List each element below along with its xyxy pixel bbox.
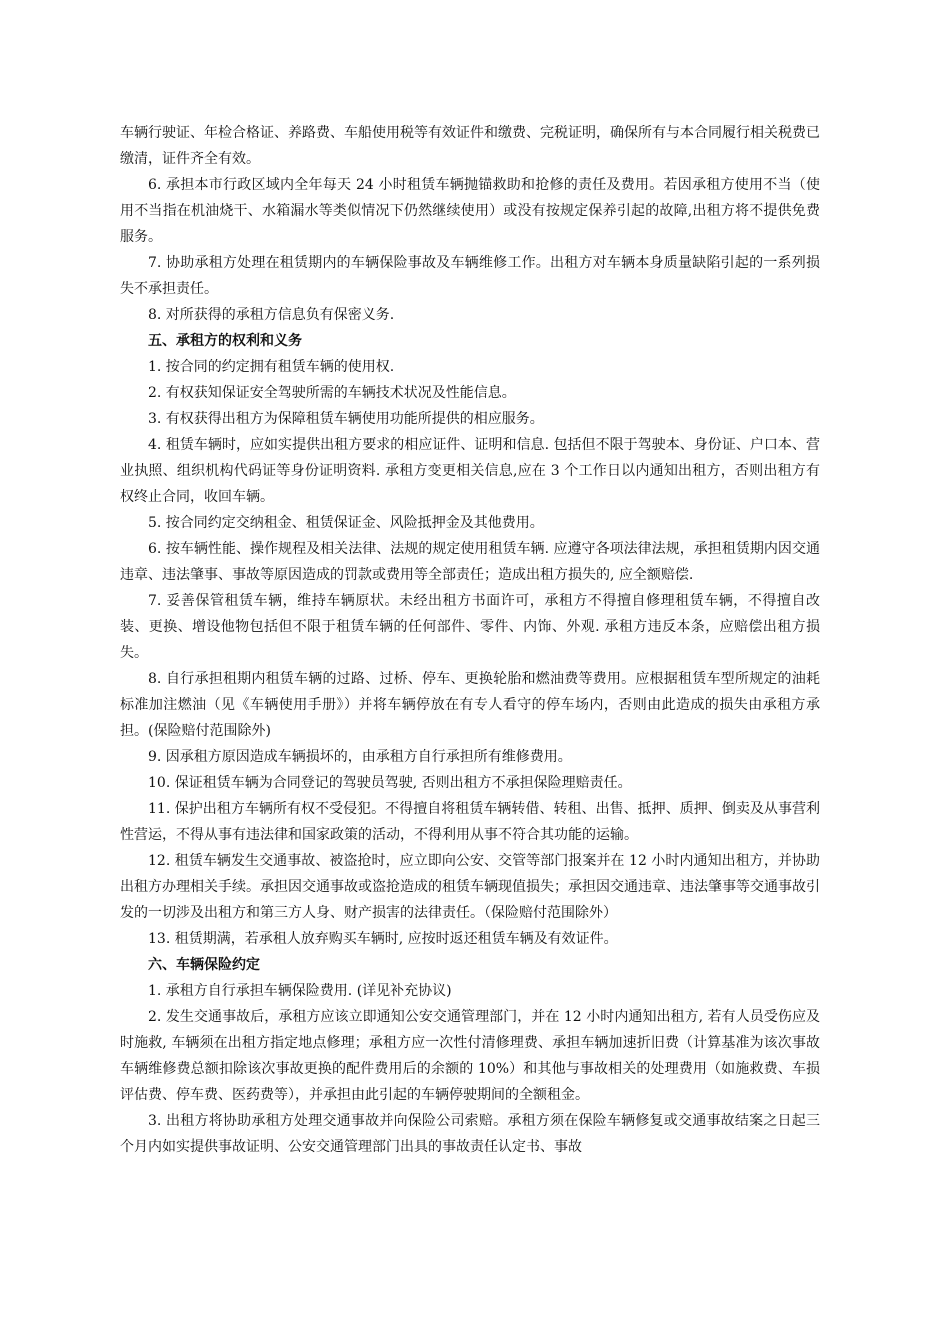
lessee-item-3: 3. 有权获得出租方为保障租赁车辆使用功能所提供的相应服务。 — [148, 411, 544, 427]
insurance-item-1: 1. 承租方自行承担车辆保险费用. (详见补充协议) — [148, 983, 452, 999]
lessee-item-1: 1. 按合同的约定拥有租赁车辆的使用权. — [148, 359, 395, 375]
lessee-item-7: 7. 妥善保管租赁车辆，维持车辆原状。未经出租方书面许可，承租方不得擅自修理租赁车辆，不得擅自改装、更换、增设他物包括但不限于租赁车辆的任何部件、零件、内饰、外观. 承租方违反本条，应赔偿出租方损失。 — [120, 593, 820, 661]
intro-paragraph: 车辆行驶证、年检合格证、养路费、车船使用税等有效证件和缴费、完税证明，确保所有与本合同履行相关税费已缴清，证件齐全有效。 — [120, 125, 820, 167]
document-body — [120, 120, 820, 1160]
lessee-item-8: 8. 自行承担租期内租赁车辆的过路、过桥、停车、更换轮胎和燃油费等费用。应根据租赁车型所规定的油耗标准加注燃油（见《车辆使用手册》）并将车辆停放在有专人看守的停车场内，否则由此造成的损失由承租方承担。(保险赔付范围除外) — [120, 671, 820, 739]
lessor-item-6: 6. 承担本市行政区域内全年每天 24 小时租赁车辆抛锚救助和抢修的责任及费用。若因承租方使用不当（使用不当指在机油烧干、水箱漏水等类似情况下仍然继续使用）或没有按规定保养引起的故障,出租方将不提供免费服务。 — [120, 177, 820, 245]
insurance-item-2: 2. 发生交通事故后，承租方应该立即通知公安交通管理部门，并在 12 小时内通知出租方, 若有人员受伤应及时施救, 车辆须在出租方指定地点修理；承租方应一次性付清修理费、承担车辆加速折旧费（计算基准为该次事故车辆维修费总额扣除该次事故更换的配件费用后的余额的 10%）和其他与事故相关的处理费用（如施救费、车损评估费、停车费、医药费等），并承担由此引起的车辆停驶期间的全额租金。 — [120, 1009, 820, 1103]
lessee-item-9: 9. 因承租方原因造成车辆损坏的，由承租方自行承担所有维修费用。 — [148, 749, 572, 765]
lessee-item-13: 13. 租赁期满，若承租人放弃购买车辆时, 应按时返还租赁车辆及有效证件。 — [148, 931, 618, 947]
lessee-item-6: 6. 按车辆性能、操作规程及相关法律、法规的规定使用租赁车辆. 应遵守各项法律法规，承担租赁期内因交通违章、违法肇事、事故等原因造成的罚款或费用等全部责任；造成出租方损失的, 应全额赔偿. — [120, 541, 820, 583]
lessee-item-5: 5. 按合同约定交纳租金、租赁保证金、风险抵押金及其他费用。 — [148, 515, 544, 531]
lessee-item-4: 4. 租赁车辆时，应如实提供出租方要求的相应证件、证明和信息. 包括但不限于驾驶本、身份证、户口本、营业执照、组织机构代码证等身份证明资料. 承租方变更相关信息,应在 3 个工作日以内通知出租方，否则出租方有权终止合同，收回车辆。 — [120, 437, 820, 505]
lessee-item-2: 2. 有权获知保证安全驾驶所需的车辆技术状况及性能信息。 — [148, 385, 516, 401]
lessee-item-11: 11. 保护出租方车辆所有权不受侵犯。不得擅自将租赁车辆转借、转租、出售、抵押、质押、倒卖及从事营利性营运，不得从事有违法律和国家政策的活动，不得利用从事不符合其功能的运输。 — [120, 801, 820, 843]
lessor-item-7: 7. 协助承租方处理在租赁期内的车辆保险事故及车辆维修工作。出租方对车辆本身质量缺陷引起的一系列损失不承担责任。 — [120, 255, 820, 297]
lessee-item-12: 12. 租赁车辆发生交通事故、被盗抢时，应立即向公安、交管等部门报案并在 12 小时内通知出租方，并协助出租方办理相关手续。承担因交通事故或盗抢造成的租赁车辆现值损失；承担因交通违章、违法肇事等交通事故引发的一切涉及出租方和第三方人身、财产损害的法律责任。（保险赔付范围除外） — [120, 853, 820, 921]
section-heading-lessee-rights: 五、承租方的权利和义务 — [148, 333, 302, 349]
lessor-item-8: 8. 对所获得的承租方信息负有保密义务. — [148, 307, 395, 323]
insurance-item-3: 3. 出租方将协助承租方处理交通事故并向保险公司索赔。承租方须在保险车辆修复或交通事故结案之日起三个月内如实提供事故证明、公安交通管理部门出具的事故责任认定书、事故 — [120, 1113, 820, 1155]
lessee-item-10: 10. 保证租赁车辆为合同登记的驾驶员驾驶, 否则出租方不承担保险理赔责任。 — [148, 775, 632, 791]
section-heading-insurance: 六、车辆保险约定 — [148, 957, 260, 973]
